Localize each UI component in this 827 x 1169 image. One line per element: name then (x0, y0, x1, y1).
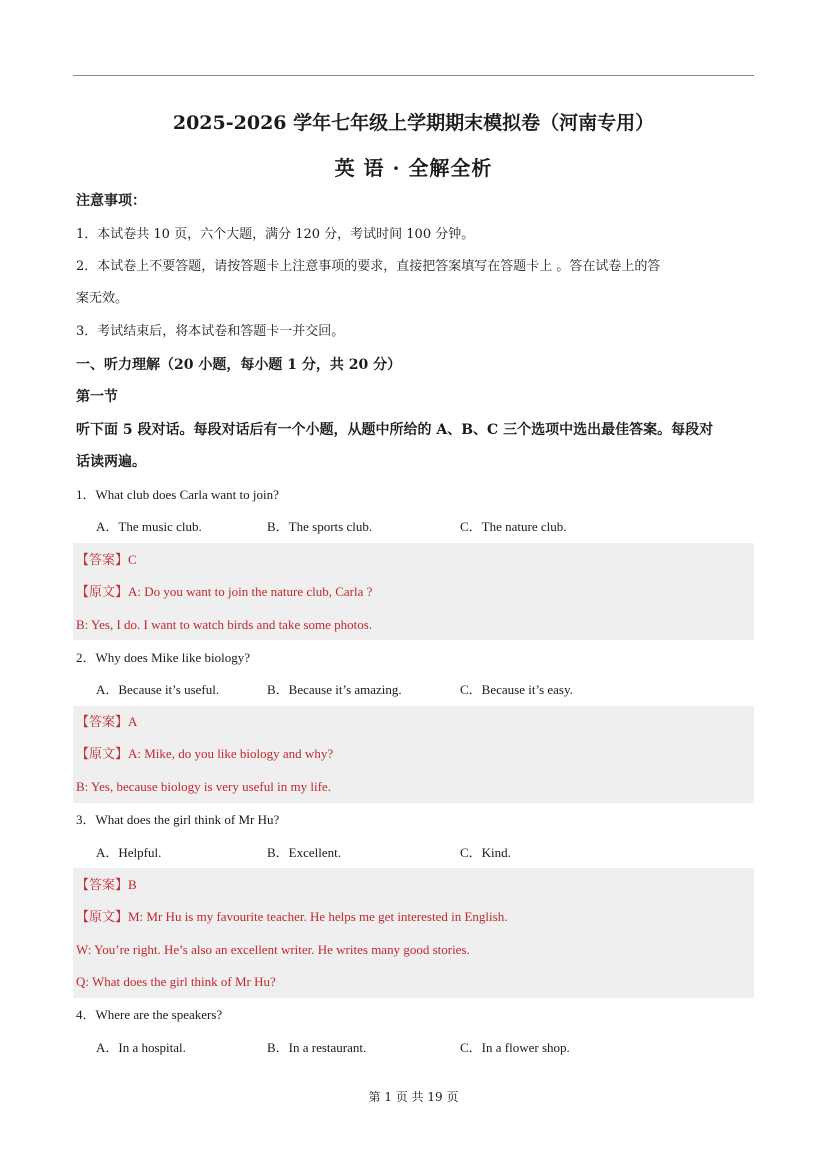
q3-option-a: A．Helpful. (96, 845, 162, 860)
q3-answer: 【答案】B (76, 877, 137, 892)
q2-option-c: C．Because it’s easy. (460, 682, 573, 697)
q2-option-b: B．Because it’s amazing. (267, 682, 402, 697)
q3-option-c: C．Kind. (460, 845, 511, 860)
q4-option-a: A．In a hospital. (96, 1040, 186, 1055)
notice-item-3: 3．考试结束后，将本试卷和答题卡一并交回。 (76, 324, 345, 339)
top-rule (73, 75, 754, 76)
q4-option-c: C．In a flower shop. (460, 1040, 570, 1055)
q1-option-c: C．The nature club. (460, 519, 567, 534)
q1-option-a: A．The music club. (96, 519, 202, 534)
instruction-line-2: 话读两遍。 (76, 454, 146, 470)
question-1: 1．What club does Carla want to join? (76, 487, 279, 502)
notice-heading: 注意事项： (76, 193, 146, 209)
part-heading: 第一节 (76, 389, 118, 405)
q3-transcript-line: 【原文】M: Mr Hu is my favourite teacher. He helps me get interested in English. (76, 909, 508, 924)
q1-transcript-line: B: Yes, I do. I want to watch birds and take some photos. (76, 617, 373, 632)
page-subtitle: 英 语 · 全解全析 (334, 156, 493, 180)
q2-transcript-line: 【原文】A: Mike, do you like biology and why? (76, 746, 334, 761)
q3-transcript-line: Q: What does the girl think of Mr Hu? (76, 974, 276, 989)
question-3: 3．What does the girl think of Mr Hu? (76, 812, 280, 827)
q1-transcript-line: 【原文】A: Do you want to join the nature club, Carla ? (76, 584, 373, 599)
notice-item-1: 1．本试卷共 10 页，六个大题，满分 120 分，考试时间 100 分钟。 (76, 227, 475, 242)
q1-answer: 【答案】C (76, 552, 137, 567)
q2-answer: 【答案】A (76, 714, 138, 729)
page-title: 2025-2026 学年七年级上学期期末模拟卷（河南专用） (172, 112, 655, 134)
instruction-line-1: 听下面 5 段对话。每段对话后有一个小题，从题中所给的 A、B、C 三个选项中选出最佳答案。每段对 (76, 422, 714, 438)
q2-transcript-line: B: Yes, because biology is very useful in my life. (76, 779, 331, 794)
notice-item-2: 2．本试卷上不要答题，请按答题卡上注意事项的要求，直接把答案填写在答题卡上 。答在试卷上的答 (76, 259, 661, 274)
q4-option-b: B．In a restaurant. (267, 1040, 367, 1055)
page-footer: 第 1 页 共 19 页 (368, 1090, 459, 1104)
q3-transcript-line: W: You’re right. He’s also an excellent writer. He writes many good stories. (76, 942, 470, 957)
section-heading: 一、听力理解（20 小题，每小题 1 分，共 20 分） (76, 357, 402, 373)
question-4: 4．Where are the speakers? (76, 1007, 223, 1022)
q3-option-b: B．Excellent. (267, 845, 342, 860)
q1-option-b: B．The sports club. (267, 519, 373, 534)
q2-option-a: A．Because it’s useful. (96, 682, 220, 697)
notice-item-2-cont: 案无效。 (76, 291, 129, 306)
question-2: 2．Why does Mike like biology? (76, 650, 251, 665)
